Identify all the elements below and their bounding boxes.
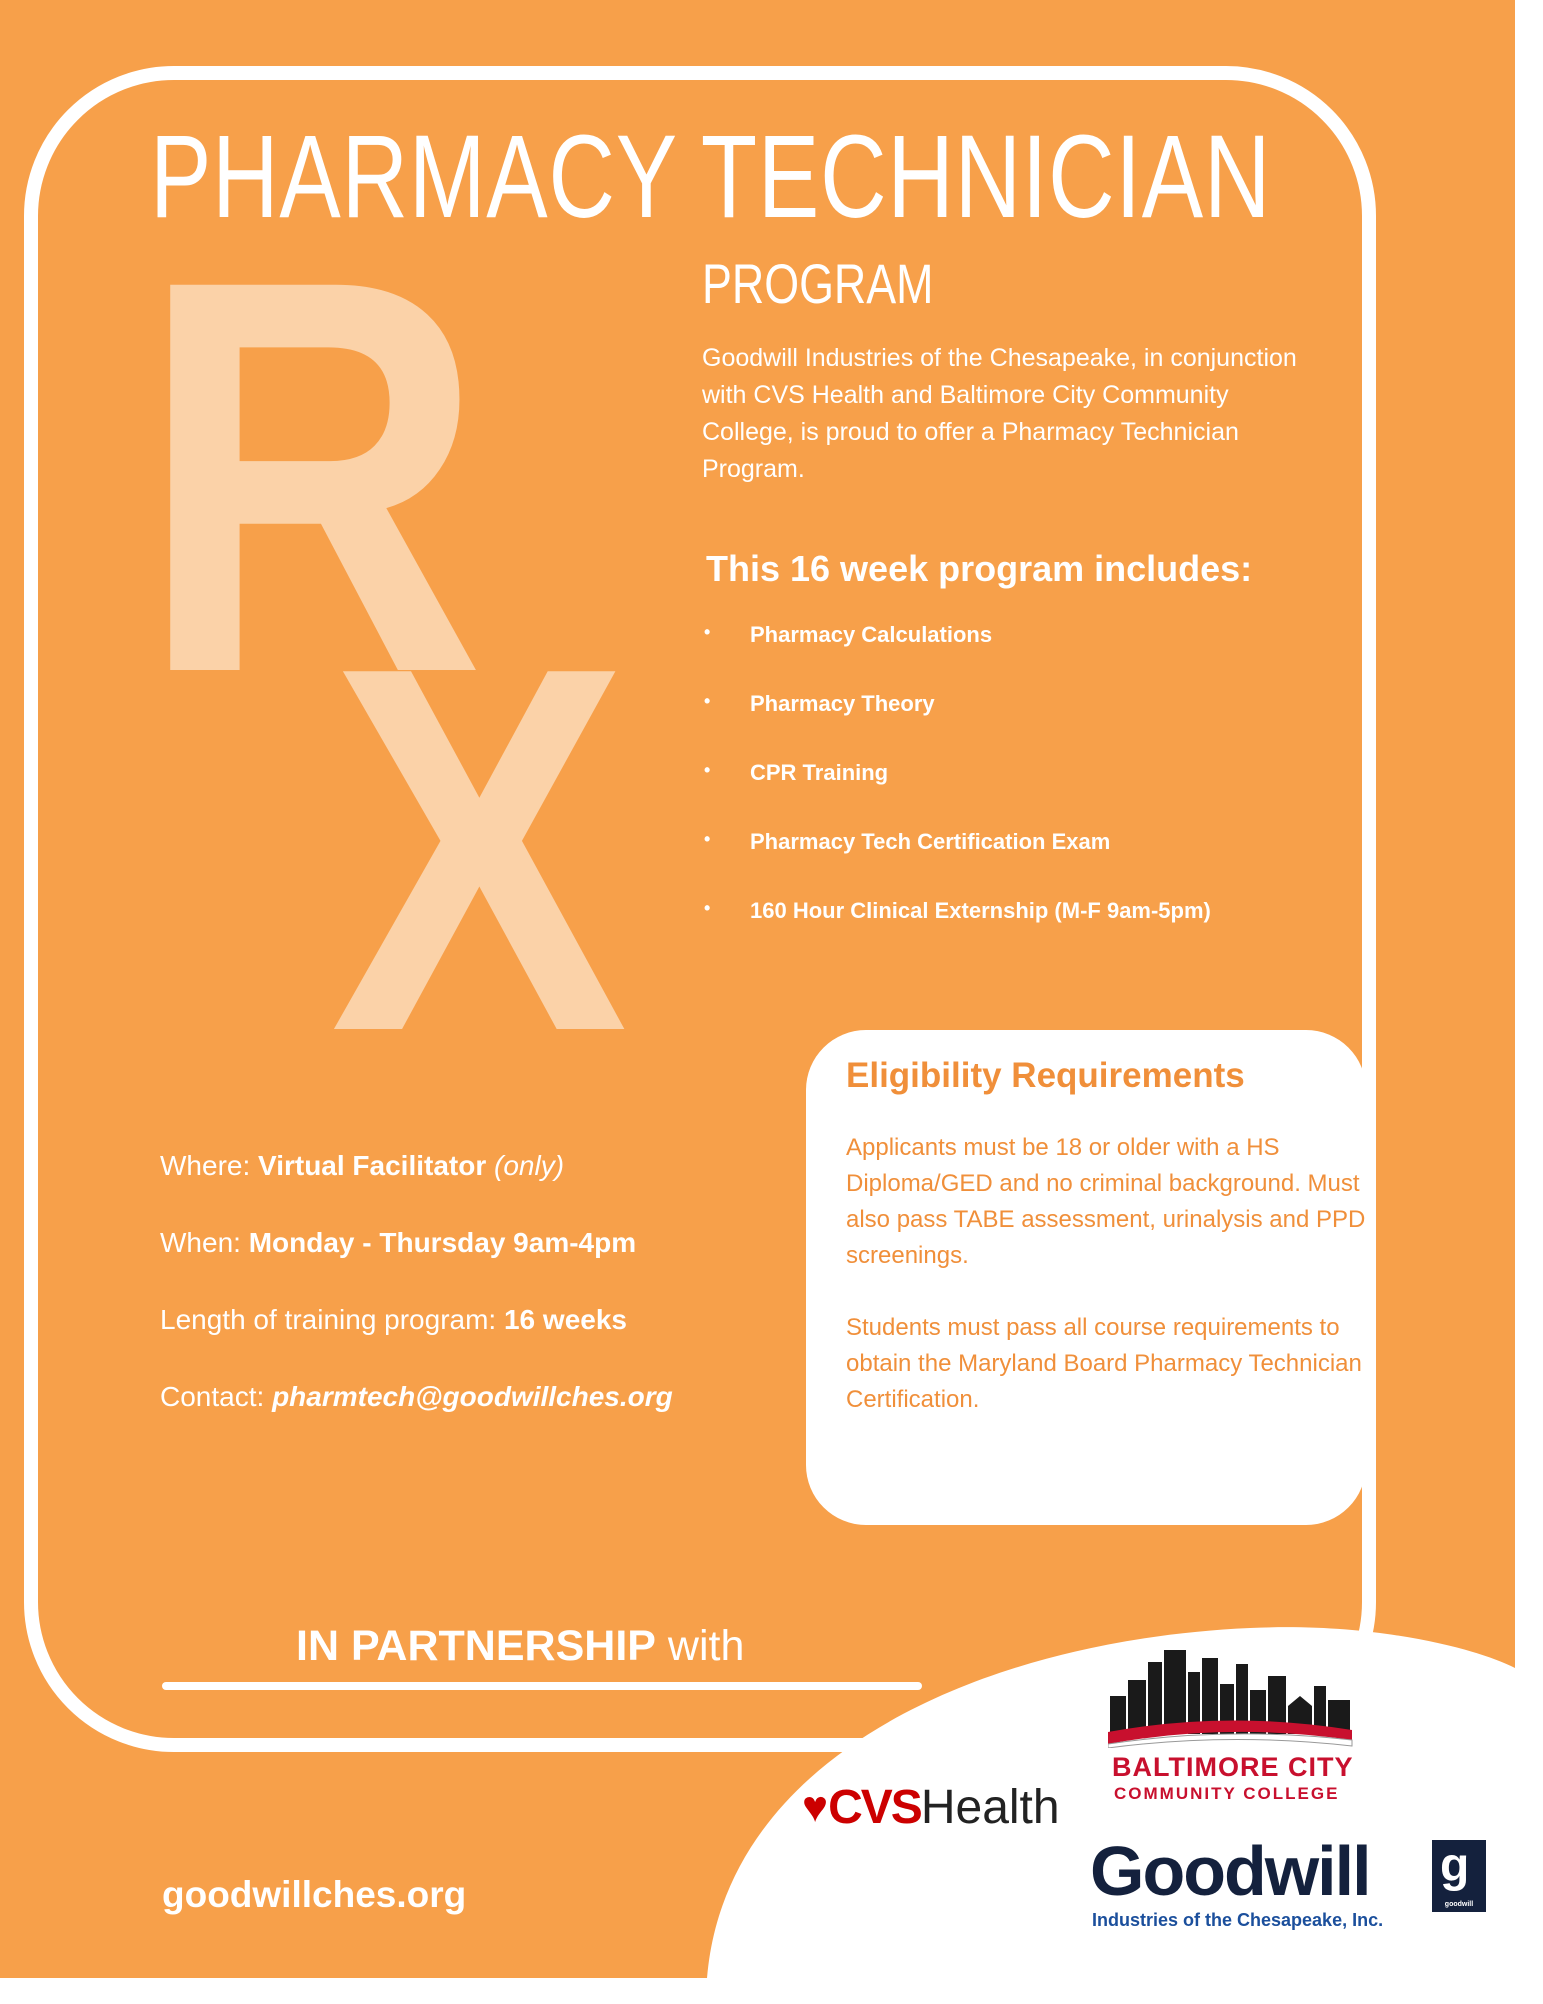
where-label: Where: — [160, 1150, 259, 1181]
partnership-rest: with — [655, 1622, 745, 1670]
intro-paragraph: Goodwill Industries of the Chesapeake, in conjunction with CVS Health and Baltimore City Community College, is proud to offer a Pharmacy Technician Program. — [702, 344, 1297, 483]
includes-heading: This 16 week program includes: — [706, 548, 1253, 589]
goodwill-subtitle: Industries of the Chesapeake, Inc. — [1092, 1910, 1384, 1930]
website-link[interactable]: goodwillches.org — [162, 1874, 467, 1915]
list-item-label: CPR Training — [750, 760, 889, 785]
length-value: 16 weeks — [503, 1304, 627, 1335]
where-note: (only) — [494, 1150, 565, 1181]
bccc-skyline-logo — [1108, 1640, 1354, 1748]
list-item-label: Pharmacy Calculations — [750, 622, 993, 647]
when-label: When: — [160, 1227, 249, 1258]
bccc-name-line1: BALTIMORE CITY — [1112, 1752, 1354, 1782]
page-subtitle: PROGRAM — [702, 252, 934, 315]
goodwill-g-icon — [1432, 1840, 1486, 1912]
bullet-icon: • — [704, 622, 711, 642]
goodwill-wordmark: Goodwill — [1090, 1832, 1370, 1910]
heart-icon: ♥ — [802, 1782, 829, 1832]
partnership-bold: IN PARTNERSHIP — [296, 1622, 656, 1670]
bullet-icon: • — [704, 898, 711, 918]
list-item-label: Pharmacy Theory — [750, 691, 935, 716]
where-value: Virtual Facilitator — [258, 1150, 487, 1181]
bullet-icon: • — [704, 760, 711, 780]
goodwill-box-label: goodwill — [1444, 1901, 1474, 1908]
rx-letter-x: X — [330, 559, 629, 1140]
goodwill-g-letter: g — [1440, 1839, 1470, 1892]
contact-email-link[interactable]: pharmtech@goodwillches.org — [272, 1381, 673, 1412]
eligibility-paragraph-2: Students must pass all course requirements to obtain the Maryland Board Pharmacy Technician Certification. — [846, 1314, 1362, 1413]
bullet-icon: • — [704, 691, 711, 711]
list-item-label: 160 Hour Clinical Externship (M-F 9am-5pm) — [750, 898, 1211, 923]
eligibility-title: Eligibility Requirements — [846, 1056, 1245, 1095]
bullet-icon: • — [704, 829, 711, 849]
eligibility-paragraph-1: Applicants must be 18 or older with a HS Diploma/GED and no criminal background. Must also pass TABE assessment, urinalysis and PPD screenings. — [846, 1134, 1366, 1269]
cvs-health-logo — [802, 1780, 1060, 1835]
contact-label: Contact: — [160, 1381, 273, 1412]
cvs-brand: CVS — [828, 1781, 921, 1834]
rx-letter-r: R — [138, 163, 486, 789]
length-label: Length of training program: — [160, 1304, 504, 1335]
cvs-suffix: Health — [920, 1781, 1060, 1834]
bccc-name-line2: COMMUNITY COLLEGE — [1114, 1784, 1340, 1803]
page-title: PHARMACY TECHNICIAN — [150, 111, 1272, 243]
list-item-label: Pharmacy Tech Certification Exam — [750, 829, 1111, 854]
when-value: Monday - Thursday 9am-4pm — [248, 1227, 637, 1258]
